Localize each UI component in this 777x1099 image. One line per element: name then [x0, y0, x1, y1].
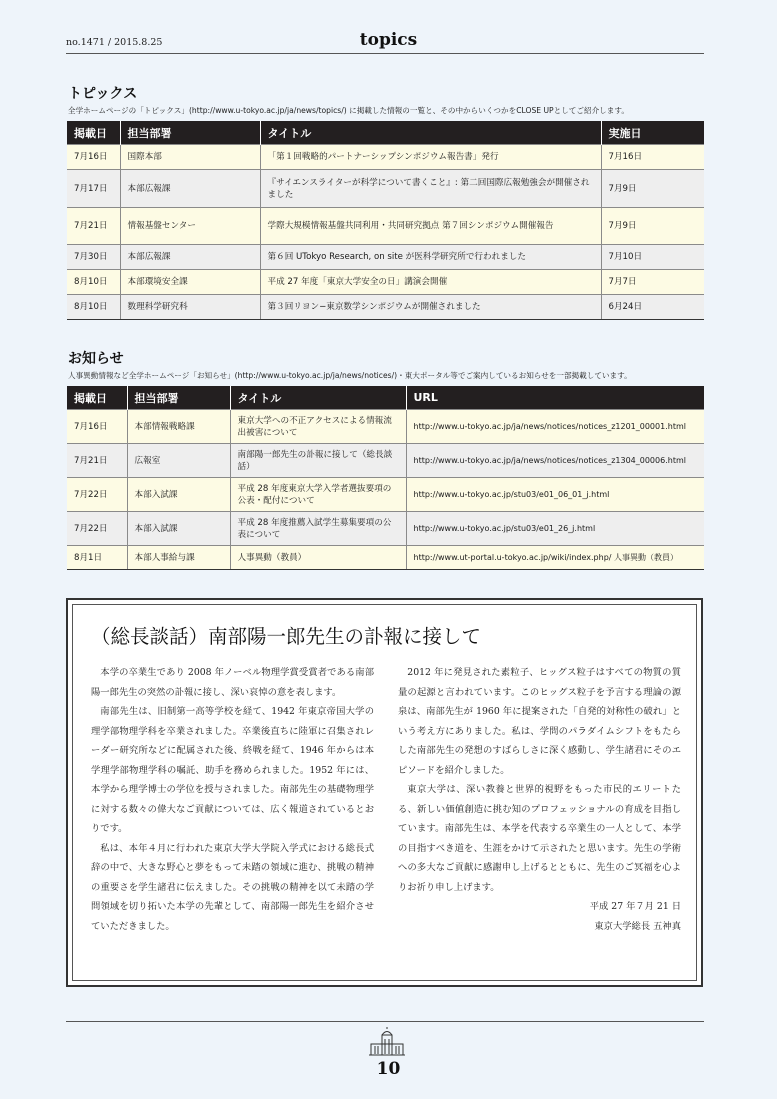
statement-date: 平成 27 年７月 21 日 — [589, 901, 681, 912]
row-dept: 情報基盤センター — [120, 208, 260, 245]
table-row — [67, 245, 704, 270]
row-dept: 本部情報戦略課 — [127, 410, 230, 444]
column-header-dept: 担当部署 — [120, 121, 260, 145]
row-date: 8月10日 — [67, 270, 120, 295]
notices-table — [67, 386, 704, 570]
topics-table — [67, 121, 704, 320]
statement-signature: 東京大学総長 五神真 — [594, 920, 681, 932]
footer-rule — [66, 1021, 704, 1022]
table-row — [67, 208, 704, 245]
row-title: 「第１回戦略的パートナーシップシンポジウム報告書」発行 — [260, 145, 601, 170]
header-rule — [66, 53, 704, 54]
row-date: 7月22日 — [67, 478, 127, 512]
statement-paragraph: 私は、本年４月に行われた東京大学大学院入学式における総長式辞の中で、大きな野心と夢をもって未踏の領域に進む、挑戦の精神の重要さを学生諸君に伝えました。その挑戦の精神を以て未踏の学問領域を切り拓いた本学の先輩として、南部陽一郎先生を紹介させていただきました。 — [91, 842, 374, 932]
statement-paragraph: 2012 年に発見された素粒子、ヒッグス粒子はすべての物質の質量の起源と言われています。このヒッグス粒子を予言する理論の源泉は、南部先生が 1960 年に提案された「自発的対称性の破れ」という考え方にありました。私は、学問のパラダイムシフトをもたらした南部先生の発想のすばらしさに深く感動し、学生諸君にそのエピソードを紹介しました。 — [398, 667, 681, 776]
row-date: 7月22日 — [67, 512, 127, 546]
row-held: 7月7日 — [601, 270, 704, 295]
row-title: 人事異動（教員） — [230, 546, 406, 570]
row-dept: 数理科学研究科 — [120, 295, 260, 320]
table-row — [67, 512, 704, 546]
statement-title: （総長談話）南部陽一郎先生の訃報に接して — [91, 625, 482, 648]
column-header-dept: 担当部署 — [127, 386, 230, 410]
row-held: 6月24日 — [601, 295, 704, 320]
row-title: 学際大規模情報基盤共同利用・共同研究拠点 第７回シンポジウム開催報告 — [260, 208, 601, 245]
topics-table-header — [67, 121, 704, 145]
row-title: 平成 28 年度推薦入試学生募集要項の公表について — [230, 512, 406, 546]
row-dept: 本部人事給与課 — [127, 546, 230, 570]
statement-paragraph: 南部先生は、旧制第一高等学校を経て、1942 年東京帝国大学の理学部物理学科を卒業されました。卒業後直ちに陸軍に召集されレーダー研究所などに配属された後、終戦を経て、1946 年からは本学理学部物理学科の嘱託、助手を務められました。1952 年には、本学から理学博士の学位を授与されました。南部先生の基礎物理学に対する数々の偉大なご貢献については、広く報道されているとおりです。 — [91, 706, 374, 834]
column-header-url: URL — [406, 386, 704, 410]
row-title: 南部陽一郎先生の訃報に接して（総長談話） — [230, 444, 406, 478]
row-dept: 本部環境安全課 — [120, 270, 260, 295]
row-held: 7月9日 — [601, 208, 704, 245]
statement-column-right — [398, 663, 681, 936]
statement-paragraph: 本学の卒業生であり 2008 年ノーベル物理学賞受賞者である南部陽一郎先生の突然の訃報に接し、深い哀悼の意を表します。 — [91, 667, 374, 698]
row-held: 7月9日 — [601, 170, 704, 208]
statement-paragraph: 東京大学は、深い教養と世界的視野をもった市民的エリートたる、新しい価値創造に挑む知のプロフェッショナルの育成を目指しています。南部先生は、本学を代表する卒業生の一人として、本学の目指すべき道を、生涯をかけて示されたと思います。先生の学術への多大なご貢献に感謝申し上げるとともに、先生のご冥福を心よりお祈り申し上げます。 — [398, 784, 681, 893]
column-header-held: 実施日 — [601, 121, 704, 145]
column-header-date: 掲載日 — [67, 386, 127, 410]
row-date: 7月21日 — [67, 444, 127, 478]
row-title: 東京大学への不正アクセスによる情報流出被害について — [230, 410, 406, 444]
table-row — [67, 295, 704, 320]
notice-link[interactable]: http://www.u-tokyo.ac.jp/ja/news/notices/notices_z1201_00001.html — [406, 410, 704, 444]
notice-link[interactable]: http://www.u-tokyo.ac.jp/stu03/e01_26_j.html — [406, 512, 704, 546]
yasuda-auditorium-icon — [367, 1027, 407, 1057]
row-date: 7月17日 — [67, 170, 120, 208]
row-held: 7月16日 — [601, 145, 704, 170]
table-row — [67, 170, 704, 208]
row-dept: 本部入試課 — [127, 512, 230, 546]
page-header-title: topics — [359, 30, 418, 50]
notice-link[interactable]: http://www.u-tokyo.ac.jp/stu03/e01_06_01_j.html — [406, 478, 704, 512]
row-date: 7月30日 — [67, 245, 120, 270]
row-dept: 本部広報課 — [120, 245, 260, 270]
column-header-title: タイトル — [230, 386, 406, 410]
notice-link[interactable]: http://www.ut-portal.u-tokyo.ac.jp/wiki/index.php/ 人事異動（教員） — [406, 546, 704, 570]
row-dept: 本部入試課 — [127, 478, 230, 512]
row-title: 平成 27 年度「東京大学安全の日」講演会開催 — [260, 270, 601, 295]
notices-table-header — [67, 386, 704, 410]
table-row — [67, 478, 704, 512]
topics-description: 全学ホームページの「トピックス」(http://www.u-tokyo.ac.jp/ja/news/topics/) に掲載した情報の一覧と、その中からいくつかをCLOSE UPとしてご紹介します。 — [68, 106, 629, 115]
column-header-date: 掲載日 — [67, 121, 120, 145]
row-held: 7月10日 — [601, 245, 704, 270]
row-title: 『サイエンスライターが科学について書くこと』: 第二回国際広報勉強会が開催されました — [260, 170, 601, 208]
statement-box-inner — [72, 604, 697, 981]
row-date: 8月10日 — [67, 295, 120, 320]
notices-heading: お知らせ — [68, 351, 124, 367]
notices-description: 人事異動情報など全学ホームページ「お知らせ」(http://www.u-tokyo.ac.jp/ja/news/notices/)・東大ポータル等でご案内しているお知らせを一部掲載しています。 — [68, 371, 632, 380]
statement-box — [66, 598, 703, 987]
statement-column-left — [91, 663, 374, 936]
table-row — [67, 444, 704, 478]
row-title: 平成 28 年度東京大学入学者選抜要項の公表・配付について — [230, 478, 406, 512]
row-dept: 国際本部 — [120, 145, 260, 170]
row-date: 7月16日 — [67, 145, 120, 170]
row-dept: 広報室 — [127, 444, 230, 478]
issue-number: no.1471 / 2015.8.25 — [66, 37, 163, 48]
row-title: 第６回 UTokyo Research, on site が医科学研究所で行われました — [260, 245, 601, 270]
row-date: 8月1日 — [67, 546, 127, 570]
table-row — [67, 145, 704, 170]
table-row — [67, 270, 704, 295]
page-number: 10 — [376, 1059, 401, 1079]
topics-heading: トピックス — [68, 86, 138, 102]
table-row — [67, 546, 704, 570]
column-header-title: タイトル — [260, 121, 601, 145]
row-date: 7月21日 — [67, 208, 120, 245]
notice-link[interactable]: http://www.u-tokyo.ac.jp/ja/news/notices/notices_z1304_00006.html — [406, 444, 704, 478]
row-date: 7月16日 — [67, 410, 127, 444]
row-title: 第３回リヨン−東京数学シンポジウムが開催されました — [260, 295, 601, 320]
table-row — [67, 410, 704, 444]
row-dept: 本部広報課 — [120, 170, 260, 208]
